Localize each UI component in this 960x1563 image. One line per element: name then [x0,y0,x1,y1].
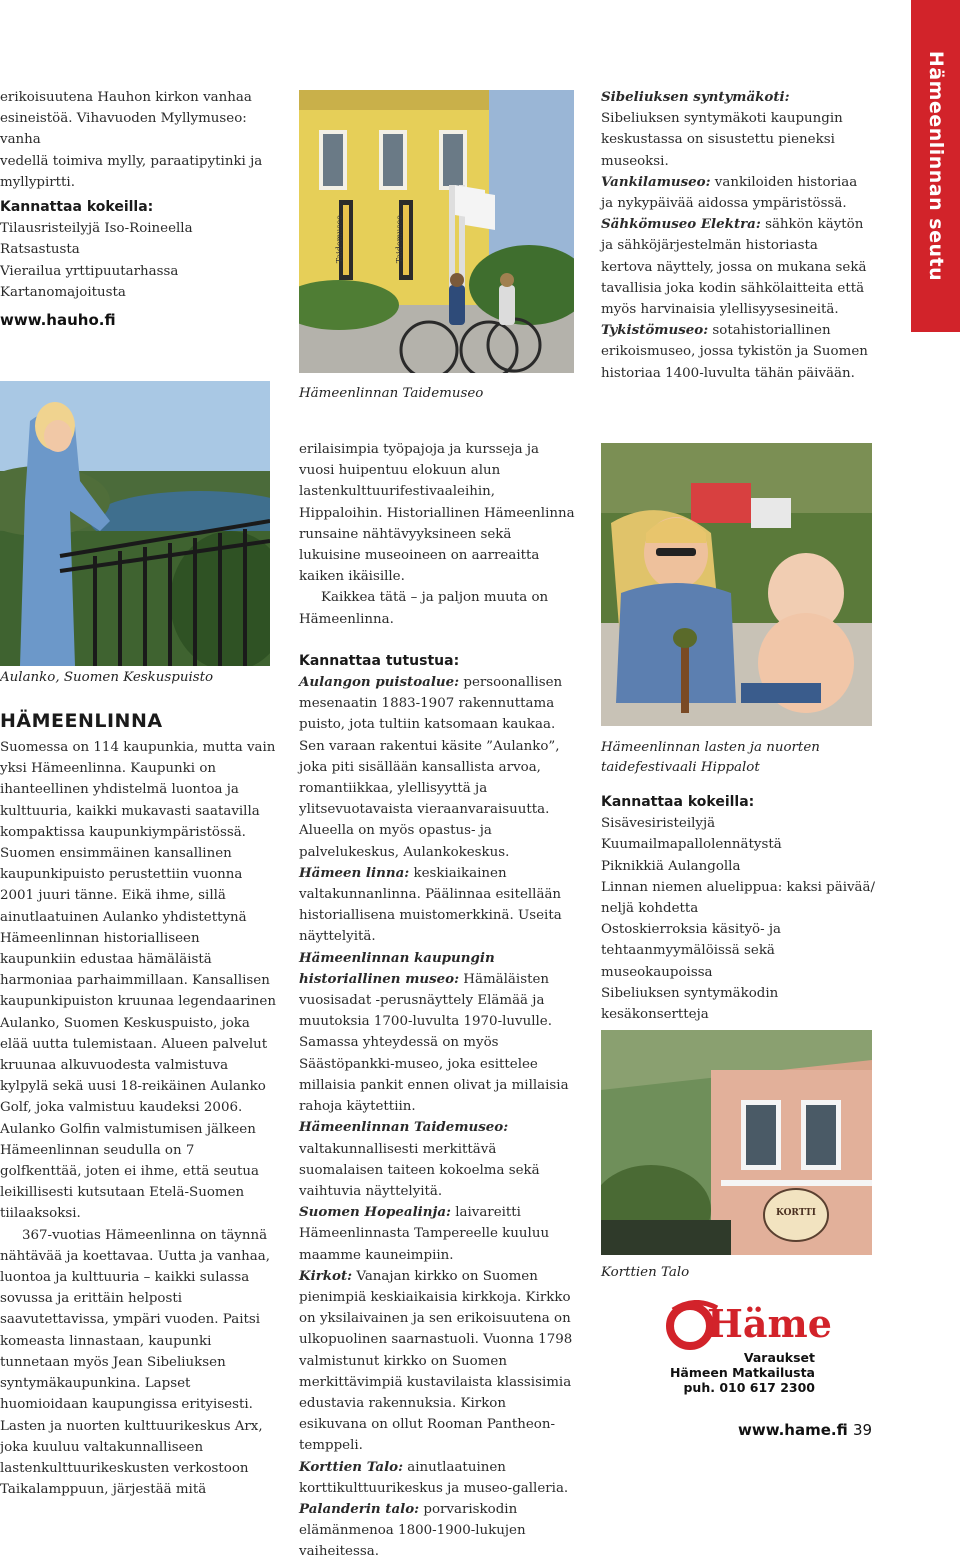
entry-term: Tykistömuseo: [601,322,709,339]
entry-term: Hämeen linna: [299,864,410,881]
hippalot-caption: Hämeenlinnan lasten ja nuorten taidefestivaali Hippalot [601,740,820,775]
entry-text: ainutlaatuinen korttikulttuurikeskus ja museo-galleria. [299,1459,569,1496]
list-item: Ostoskierroksia käsityö- ja tehtaanmyymälöissä sekä museokaupoissa [601,922,782,980]
museum-photo [299,90,574,373]
booking-line: Varaukset [743,1350,815,1365]
entry-text: Sibeliuksen syntymäkoti kaupungin keskustassa on sisustettu pieneksi museoksi. [601,111,843,169]
banner-text: Taidemuseo [395,215,404,264]
entry-term: Aulangon puistoalue: [299,674,460,691]
sight-entry [299,1117,576,1202]
sight-entry [299,672,576,863]
list-item: Kartanomajoitusta [0,284,126,300]
right-column [601,792,876,1056]
entry-term: Hämeenlinnan kaupungin historiallinen museo: [299,949,495,987]
list-item: Linnan niemen aluelippua: kaksi päivää/ neljä kohdetta [601,879,876,917]
museum-entry [601,214,869,320]
list-item: Sisävesiristeilyjä [601,816,716,832]
footer-url[interactable]: www.hame.fi [738,1421,848,1439]
korttien-talo-caption: Korttien Talo [601,1265,690,1280]
text-line: esineistöä. Vihavuoden Myllymuseo: vanha [0,111,247,148]
try-heading: Kannattaa kokeilla: [0,199,154,216]
aulanko-caption: Aulanko, Suomen Keskuspuisto [0,670,214,685]
museum-caption: Hämeenlinnan Taidemuseo [299,386,484,401]
booking-line: puh. 010 617 2300 [683,1380,815,1395]
list-item: Piknikkiä Aulangolla [601,858,741,874]
paragraph: erilaisimpia työpajoja ja kursseja ja vuosi huipentuu elokuun alun lastenkulttuurifestivaaleihin, Hippaloihin. Historiallinen Hämeenlinna runsaine nähtävyyksineen sekä lukuisine museoineen on aarreaitta kaiken ikäisille. [299,442,575,585]
explore-heading: Kannattaa tutustua: [299,652,460,669]
entry-term: Kirkot: [299,1267,353,1284]
sight-entry [299,1266,576,1457]
aulanko-photo [0,381,270,666]
korttien-talo-photo [601,1030,872,1255]
museum-entry [601,172,869,214]
paragraph: Kaikkea tätä – ja paljon muuta on Hämeenlinna. [299,590,549,627]
sight-entry [299,1499,576,1563]
list-item: Kuumailmapallolennätystä [601,837,782,853]
main-article [0,710,276,1500]
entry-text: porvariskodin elämänmenoa 1800-1900-lukujen vaiheitessa. [299,1501,526,1560]
entry-term: Korttien Talo: [299,1458,404,1475]
section-tab-label: Hämeenlinnan seutu [924,50,947,282]
shop-sign: KORTTI [775,1208,817,1218]
main-body [0,737,276,1500]
page-number: 39 [853,1421,873,1439]
entry-term: Sähkömuseo Elektra: [601,216,761,233]
museum-entry [601,320,869,384]
entry-text: vankiloiden historiaa ja nykypäivää aidossa ympäristössä. [601,174,858,212]
top-left-text [0,87,270,331]
entry-term: Vankilamuseo: [601,173,711,190]
sight-entry [299,948,576,1118]
list-item: Vierailua yrttipuutarhassa [0,263,179,279]
list-item: Tilausristeilyjä Iso-Roineella [0,221,193,237]
entry-text: Hämäläisten vuosisadat -perusnäyttely Elämää ja muutoksia 1700-luvulta 1970-luvulle. Samassa yhteydessä on myös Säästöpankki-museo, joka esittelee millaisia pankit ennen olivat ja millaisia rahoja käytettiin. [299,971,569,1115]
list-item: Ratsastusta [0,242,80,258]
entry-text: valtakunnallisesti merkittävä suomalaisen taiteen kokoelma sekä vaihtuvia näyttelyitä. [299,1141,540,1199]
museum-list [601,87,869,384]
hame-logo [665,1300,832,1395]
entry-term: Palanderin talo: [299,1500,420,1517]
museum-entry [601,87,869,172]
middle-column [299,439,576,1563]
text-line: vedellä toimiva mylly, paraatipytinki ja [0,153,263,169]
list-item: Sibeliuksen syntymäkodin kesäkonsertteja [601,985,779,1023]
text-line: myllypirtti. [0,174,75,190]
sight-entry [299,1457,576,1499]
hauho-link[interactable]: www.hauho.fi [0,311,116,330]
entry-term: Hämeenlinnan Taidemuseo: [299,1119,509,1136]
sight-entry [299,863,576,948]
entry-text: sotahistoriallinen erikoismuseo, jossa tykistön ja Suomen historiaa 1400-luvulta tähän päivään. [601,323,868,381]
hame-logo-text: Häme [707,1301,832,1346]
hippalot-photo [601,443,872,726]
entry-text: laivareitti Hämeenlinnasta Tampereelle kuuluu maamme kauneimpiin. [299,1205,550,1263]
try-heading: Kannattaa kokeilla: [601,794,755,810]
section-tab [911,0,960,332]
sight-entry [299,1202,576,1266]
entry-text: persoonallisen mesenaatin 1883-1907 rakennuttama puisto, jota tultiin katsomaan kaukaa. Sen varaan rakentui käsite ”Aulanko”, joka piti sisällään kansallista arvoa, romantiikkaa, ylellisyyttä ja ylitsevuotavaista vieraanvaraisuutta. Alueella on myös opastus- ja palvelukeskus, Aulankokeskus. [299,675,563,860]
entry-text: Vanajan kirkko on Suomen pienimpiä keskiaikaisia kirkkoja. Kirkko on yksilaivainen ja sen erikoisuutena on ulkopuolinen saarnastuoli. Vuonna 1798 valmistunut kirkko on Suomen merkittävimpiä kustavilaista klassisimia edustavia rakennuksia. Kirkon esikuvana on ollut Rooman Pantheon-temppeli. [299,1268,573,1454]
paragraph: Suomessa on 114 kaupunkia, mutta vain yksi Hämeenlinna. Kaupunki on ihanteellinen yhdistelmä luontoa ja kulttuuria, kaikki mukavasti saatavilla kompaktissa kaupunkiympäristössä. Suomen ensimmäinen kansallinen kaupunkipuisto perustettiin vuonna 2001 juuri tänne. Eikä ihme, sillä ainutlaatuinen Aulanko yhdistettynä Hämeenlinnan historialliseen kaupunkiin edustaa hämäläistä harmoniaa parhaimmillaan. Kansallisen kaupunkipuiston kruunaa legendaarinen Aulanko, Suomen Keskuspuisto, joka elää uutta tulemistaan. Alueen palvelut kruunaa alkuvuodesta valmistuva kylpylä sekä uusi 18-reikäinen Aulanko Golf, joka valmistuu kaudeksi 2006. Aulanko Golfin valmistumisen jälkeen Hämeenlinnan seudulla on 7 golfkenttää, joten ei ihme, että seutua leikillisesti kutsutaan Etelä-Suomen tiilaaksoksi. [0,740,276,1222]
banner-text: Taidemuseo [335,215,344,264]
text-line: erikoisuutena Hauhon kirkon vanhaa [0,90,252,105]
booking-line: Hämeen Matkailusta [669,1365,815,1380]
entry-text: keskiaikainen valtakunnanlinna. Päälinnaa esitellään historiallisena muistomerkkinä. Useita näyttelyitä. [299,865,562,945]
entry-term: Suomen Hopealinja: [299,1204,451,1221]
booking-info [665,1350,815,1395]
paragraph: 367-vuotias Hämeenlinna on täynnä nähtävää ja koettavaa. Uutta ja vanhaa, luontoa ja kulttuuria – kaikki sulassa sovussa ja erittäin helposti saavutettavissa, ympäri vuoden. Paitsi komeasta linnastaan, kaupunki tunnetaan myös Jean Sibeliuksen syntymäkaupunkina. Lapset huomioidaan kaupungissa erityisesti. Lasten ja nuorten kulttuurikeskus Arx, joka kuuluu valtakunnalliseen lastenkulttuurikeskusten verkostoon Taikalamppuun, järjestää mitä [0,1227,270,1498]
entry-term: Sibeliuksen syntymäkoti: [601,89,790,105]
entry-text: sähkön käytön ja sähköjärjestelmän historiasta kertova näyttely, jossa on mukana sekä tavallisia joka kodin sähkölaitteita että myös harvinaisia ylellisyysesineitä. [601,217,867,318]
page-title: HÄMEENLINNA [0,710,163,732]
